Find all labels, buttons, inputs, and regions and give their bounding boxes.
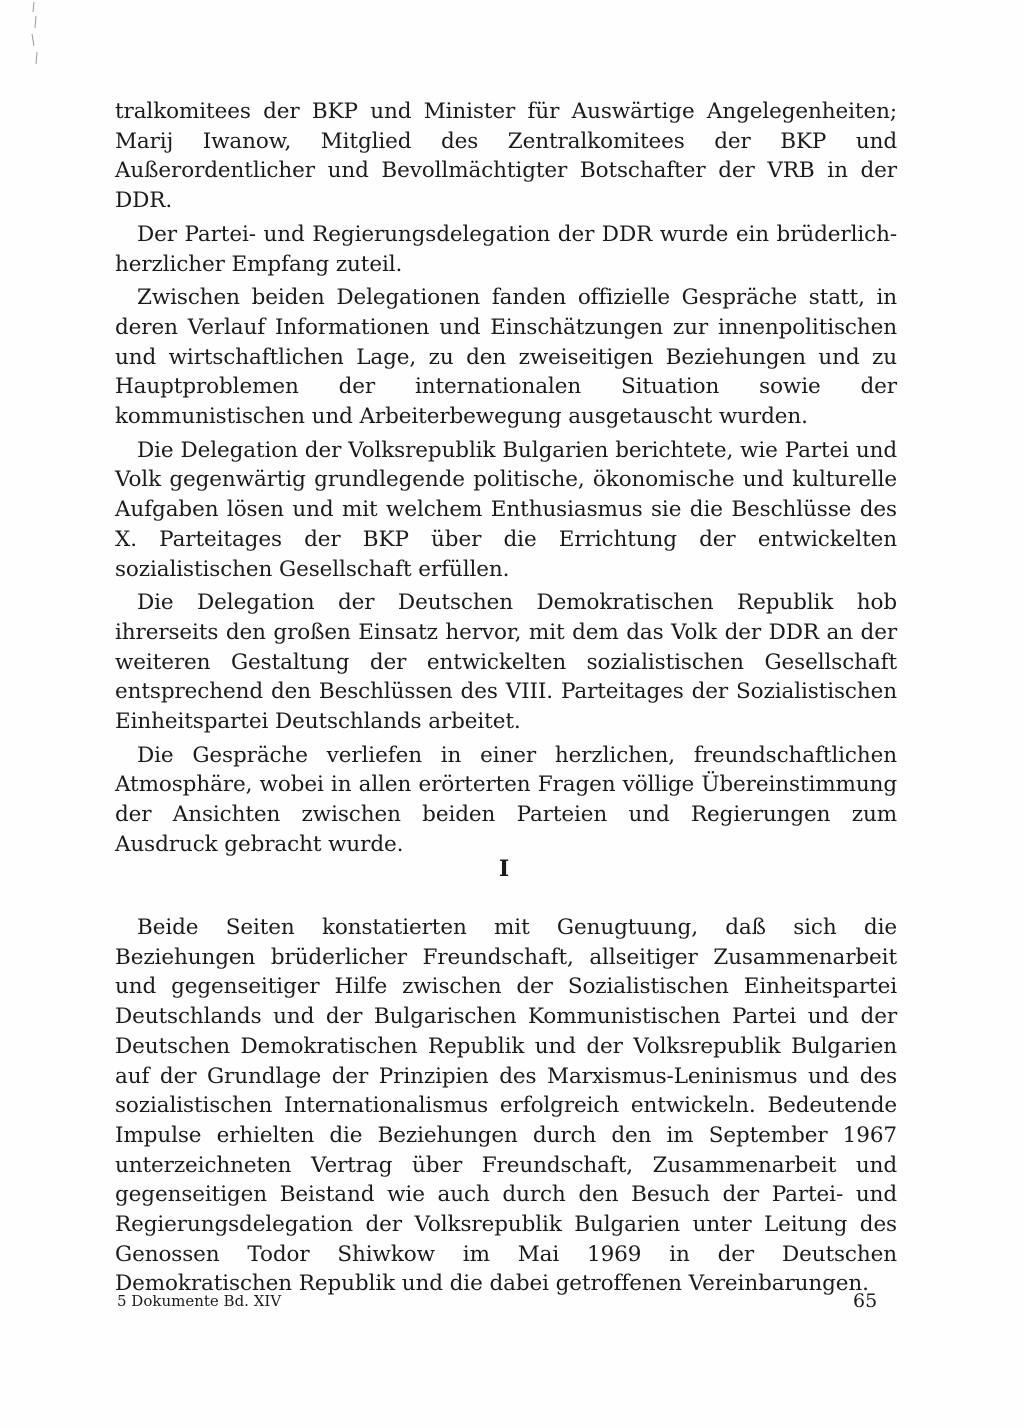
paragraph-talks: Zwischen beiden Delegationen fanden offizielle Gespräche statt, in deren Verlauf Informationen und Einschätzungen zur innenpolitischen und wirtschaftlichen Lage, zu den zweiseitigen Beziehungen und zu Hauptproblemen der internationalen Situation sowie der kommunistischen und Arbeiterbewegung ausgetauscht wurden. [115, 285, 897, 430]
paragraph-reception: Der Partei- und Regierungsdelegation der DDR wurde ein brüderlich-herzlicher Empfang zuteil. [115, 221, 897, 277]
paragraph-bulgaria-report: Die Delegation der Volksrepublik Bulgarien berichtete, wie Partei und Volk gegenwärtig grundlegende politische, ökonomische und kulturelle Aufgaben lösen und mit welchem Enthusiasmus sie die Beschlüsse des X. Parteitages der BKP über die Errichtung der entwickelten sozialistischen Gesellschaft erfüllen. [115, 437, 897, 582]
body-text-top [115, 97, 897, 864]
paragraph-relations: Beide Seiten konstatierten mit Genugtuung, daß sich die Beziehungen brüderlicher Freundschaft, allseitiger Zusammenarbeit und gegenseitiger Hilfe zwischen der Sozialistischen Einheitspartei Deutschlands und der Bulgarischen Kommunistischen Partei und der Deutschen Demokratischen Republik und der Volksrepublik Bulgarien auf der Grundlage der Prinzipien des Marxismus-Leninismus und des sozialistischen Internationalismus erfolgreich entwickeln. Bedeutende Impulse erhielten die Beziehungen durch den im September 1967 unterzeichneten Vertrag über Freundschaft, Zusammenarbeit und gegenseitigen Beistand wie auch durch den Besuch der Partei- und Regierungsdelegation der Volksrepublik Bulgarien unter Leitung des Genossen Todor Shiwkow im Mai 1969 in der Deutschen Demokratischen Republik und die dabei getroffenen Vereinbarungen. [115, 915, 897, 1297]
body-text-section [115, 913, 897, 1299]
footer-signature: 5 Dokumente Bd. XIV [117, 1292, 282, 1310]
page-number: 65 [853, 1290, 878, 1312]
section-heading: I [498, 856, 510, 882]
paragraph-gdr-report: Die Delegation der Deutschen Demokratischen Republik hob ihrerseits den großen Einsatz hervor, mit dem das Volk der DDR an der weiteren Gestaltung der entwickelten sozialistischen Gesellschaft entsprechend den Beschlüssen des VIII. Parteitages der Sozialistischen Einheitspartei Deutschlands arbeitet. [115, 590, 897, 735]
paragraph-continuation: tralkomitees der BKP und Minister für Auswärtige Angelegenheiten; Marij Iwanow, Mitglied des Zentralkomitees der BKP und Außerordentlicher und Bevollmächtigter Botschafter der VRB in der DDR. [115, 99, 897, 214]
scan-artifact-mark [28, 0, 42, 70]
paragraph-atmosphere: Die Gespräche verliefen in einer herzlichen, freundschaftlichen Atmosphäre, wobei in allen erörterten Fragen völlige Übereinstimmung der Ansichten zwischen beiden Parteien und Regierungen zum Ausdruck gebracht wurde. [115, 742, 897, 857]
